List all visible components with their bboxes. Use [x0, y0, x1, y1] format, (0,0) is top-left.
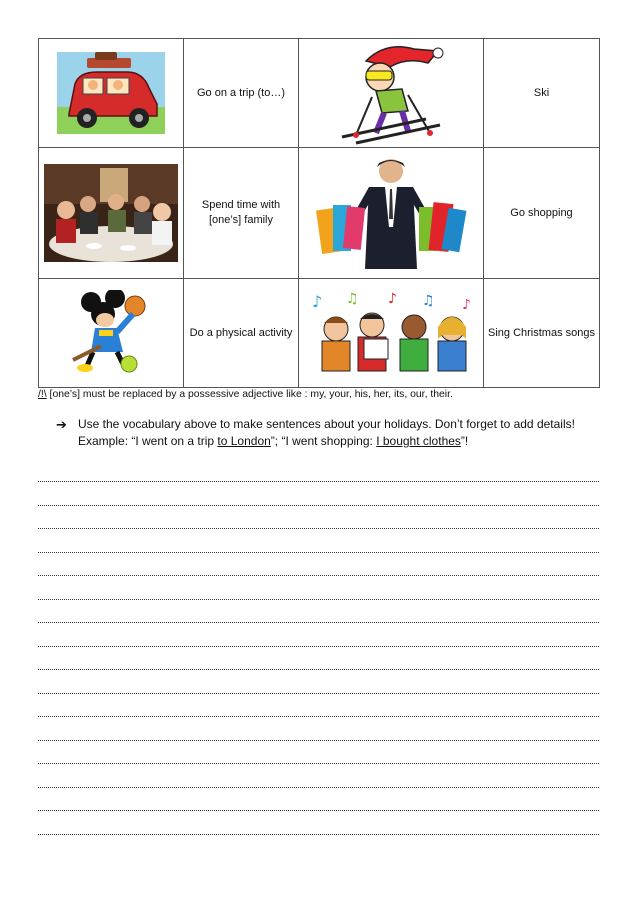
writing-line [38, 752, 599, 776]
instruction-line: Use the vocabulary above to make sentences about your holidays. Don’t forget to add details! [78, 417, 575, 431]
sports-mouse-icon [71, 290, 151, 376]
writing-line [38, 658, 599, 682]
writing-line [38, 635, 599, 659]
svg-text:♪: ♪ [312, 292, 323, 311]
instruction-block [56, 416, 601, 450]
shopping-bags-icon [311, 157, 471, 269]
writing-line [38, 470, 599, 494]
singing-picture [299, 279, 484, 388]
writing-line [38, 588, 599, 612]
vocab-row-3 [39, 279, 600, 388]
carol-singers-icon [306, 291, 476, 375]
arrow-icon: ➔ [56, 417, 67, 432]
writing-line [38, 729, 599, 753]
example-underlined-1: to London [217, 434, 271, 448]
example-suffix: ”! [460, 434, 469, 448]
writing-line [38, 611, 599, 635]
writing-line [38, 494, 599, 518]
svg-text:♪: ♪ [462, 297, 471, 313]
label-go-shopping: Go shopping [484, 148, 600, 279]
svg-text:♪: ♪ [388, 291, 397, 307]
writing-line [38, 517, 599, 541]
example-underlined-2: I bought clothes [376, 434, 461, 448]
vocab-row-2 [39, 148, 600, 279]
svg-text:♫: ♫ [422, 293, 435, 309]
car-trip-picture [39, 39, 184, 148]
family-dinner-icon [44, 164, 178, 262]
svg-text:♫: ♫ [346, 291, 359, 307]
writing-line [38, 682, 599, 706]
writing-line [38, 705, 599, 729]
vocabulary-table [38, 38, 600, 388]
family-dinner-picture [39, 148, 184, 279]
label-spend-time-with-family: Spend time with [one’s] family [184, 148, 299, 279]
instruction-text [78, 416, 601, 450]
writing-line [38, 564, 599, 588]
skier-icon [336, 41, 446, 145]
writing-line [38, 776, 599, 800]
label-sing-christmas-songs: Sing Christmas songs [484, 279, 600, 388]
skier-picture [299, 39, 484, 148]
possessive-note [38, 389, 599, 400]
label-do-a-physical-activity: Do a physical activity [184, 279, 299, 388]
writing-line [38, 823, 599, 847]
example-middle: ”; “I went shopping: [270, 434, 377, 448]
note-text: [one’s] must be replaced by a possessive adjective like : my, your, his, her, its, our, their. [46, 389, 453, 400]
writing-line [38, 541, 599, 565]
example-prefix: Example: “I went on a trip [78, 434, 218, 448]
shopping-picture [299, 148, 484, 279]
label-go-on-a-trip: Go on a trip (to…) [184, 39, 299, 148]
label-ski: Ski [484, 39, 600, 148]
warning-sign: /!\ [38, 389, 47, 400]
writing-line [38, 799, 599, 823]
writing-area [38, 470, 599, 846]
sports-picture [39, 279, 184, 388]
vocab-row-1 [39, 39, 600, 148]
car-trip-icon [57, 52, 165, 134]
